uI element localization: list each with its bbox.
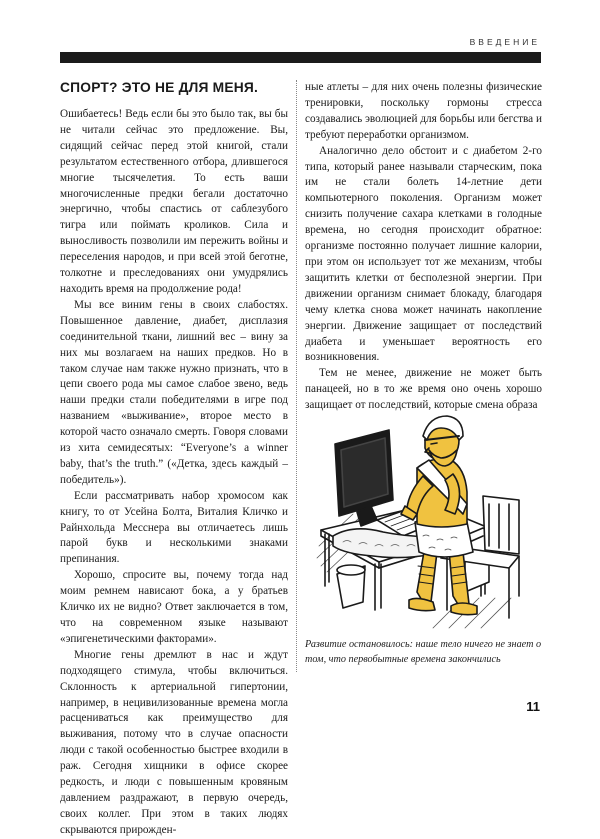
left-column (60, 80, 288, 839)
column-divider (296, 80, 297, 672)
illustration-caption: Развитие остановилось: наше тело ничего не знает о том, что первобытные времена закончились (305, 639, 542, 665)
paragraph: Хорошо, спросите вы, почему тогда над моим ремнем нависают бока, а у братьев Кличко их не видно? Ответ заключается в том, что на современном языке называют «эпигенетическими факторами». (60, 569, 288, 645)
paragraph: Тем не менее, движение не может быть панацеей, но в то же время оно очень хорошо защищает от последствий, которые смена образа (305, 367, 542, 412)
section-label: ВВЕДЕНИЕ (469, 37, 540, 47)
section-heading: СПОРТ? ЭТО НЕ ДЛЯ МЕНЯ. (60, 80, 259, 95)
header-bar (60, 52, 541, 63)
paragraph: Многие гены дремлют в нас и ждут подходящего стимула, чтобы включиться. Склонность к артериальной гипертонии, например, в нецивилизованные времена могла расцениваться как преимущество для выживания, потому что в случае опасности люди с такой особенностью быстрее входили в раж. Сегодня хищники в офисе скорее редкость, и люди с повышенным кровяным давлением раздражают, в первую очередь, своих коллег. При этом в таких людях скрываются прирожден- (60, 648, 288, 836)
right-column (305, 80, 542, 414)
paragraph: Мы все виним гены в своих слабостях. Повышенное давление, диабет, дисплазия соединительной ткани, лишний вес – вину за них мы возлагаем на наших предков. Но в таком случае нам также нужно признать, что в цепи своего рода мы самое слабое звено, ведь наши предки стали победителями в игре под названием «выживание», второе место в которой часто означало смерть. Говоря словами из хита семидесятых: “Everyone’s a winner baby, that’s the truth.” («Детка, здесь каждый – победитель»). (60, 298, 288, 486)
caveman-at-computer-illustration (313, 396, 539, 630)
page-number: 11 (526, 699, 540, 714)
paragraph: Ошибаетесь! Ведь если бы это было так, вы бы не читали сейчас это предложение. Вы, сидящий сейчас перед этой книгой, стали результатом естественного отбора, длившегося многие тысячелетия. То есть ваши многочисленные предки бегали достаточно энергично, чтобы спастись от саблезубого тигра или поймать кроликов. Сила и выносливость позволили им пережить войны и переселения народов, и при всей этой беготне, толкотне и преследованиях они умудрялись находить время на продолжение рода! (60, 108, 288, 295)
paragraph: Если рассматривать набор хромосом как книгу, то от Усейна Болта, Виталия Кличко и Райнхольда Месснера вы отличаетесь лишь парой букв и несколькими знаками препинания. (60, 489, 288, 566)
paragraph: ные атлеты – для них очень полезны физические тренировки, поскольку гормоны стресса создавались эволюцией для борьбы или бегства и требуют переработки организмом. (305, 81, 542, 141)
paragraph: Аналогично дело обстоит и с диабетом 2-го типа, который ранее называли старческим, пока им не стали болеть 14-летние дети компьютерного поколения. Организм может снизить получение сахара клетками в голодные времена, но сегодня происходит обратное: организме постоянно получает лишние калории, при этом он использует тот же механизм, чтобы защитить клетки от бесполезной энергии. При движении организм снимает блокаду, благодаря чему клетка снова может начинать накопление энергии. Движение защищает от последствий диабета и уменьшает вероятность его возникновения. (305, 144, 542, 364)
